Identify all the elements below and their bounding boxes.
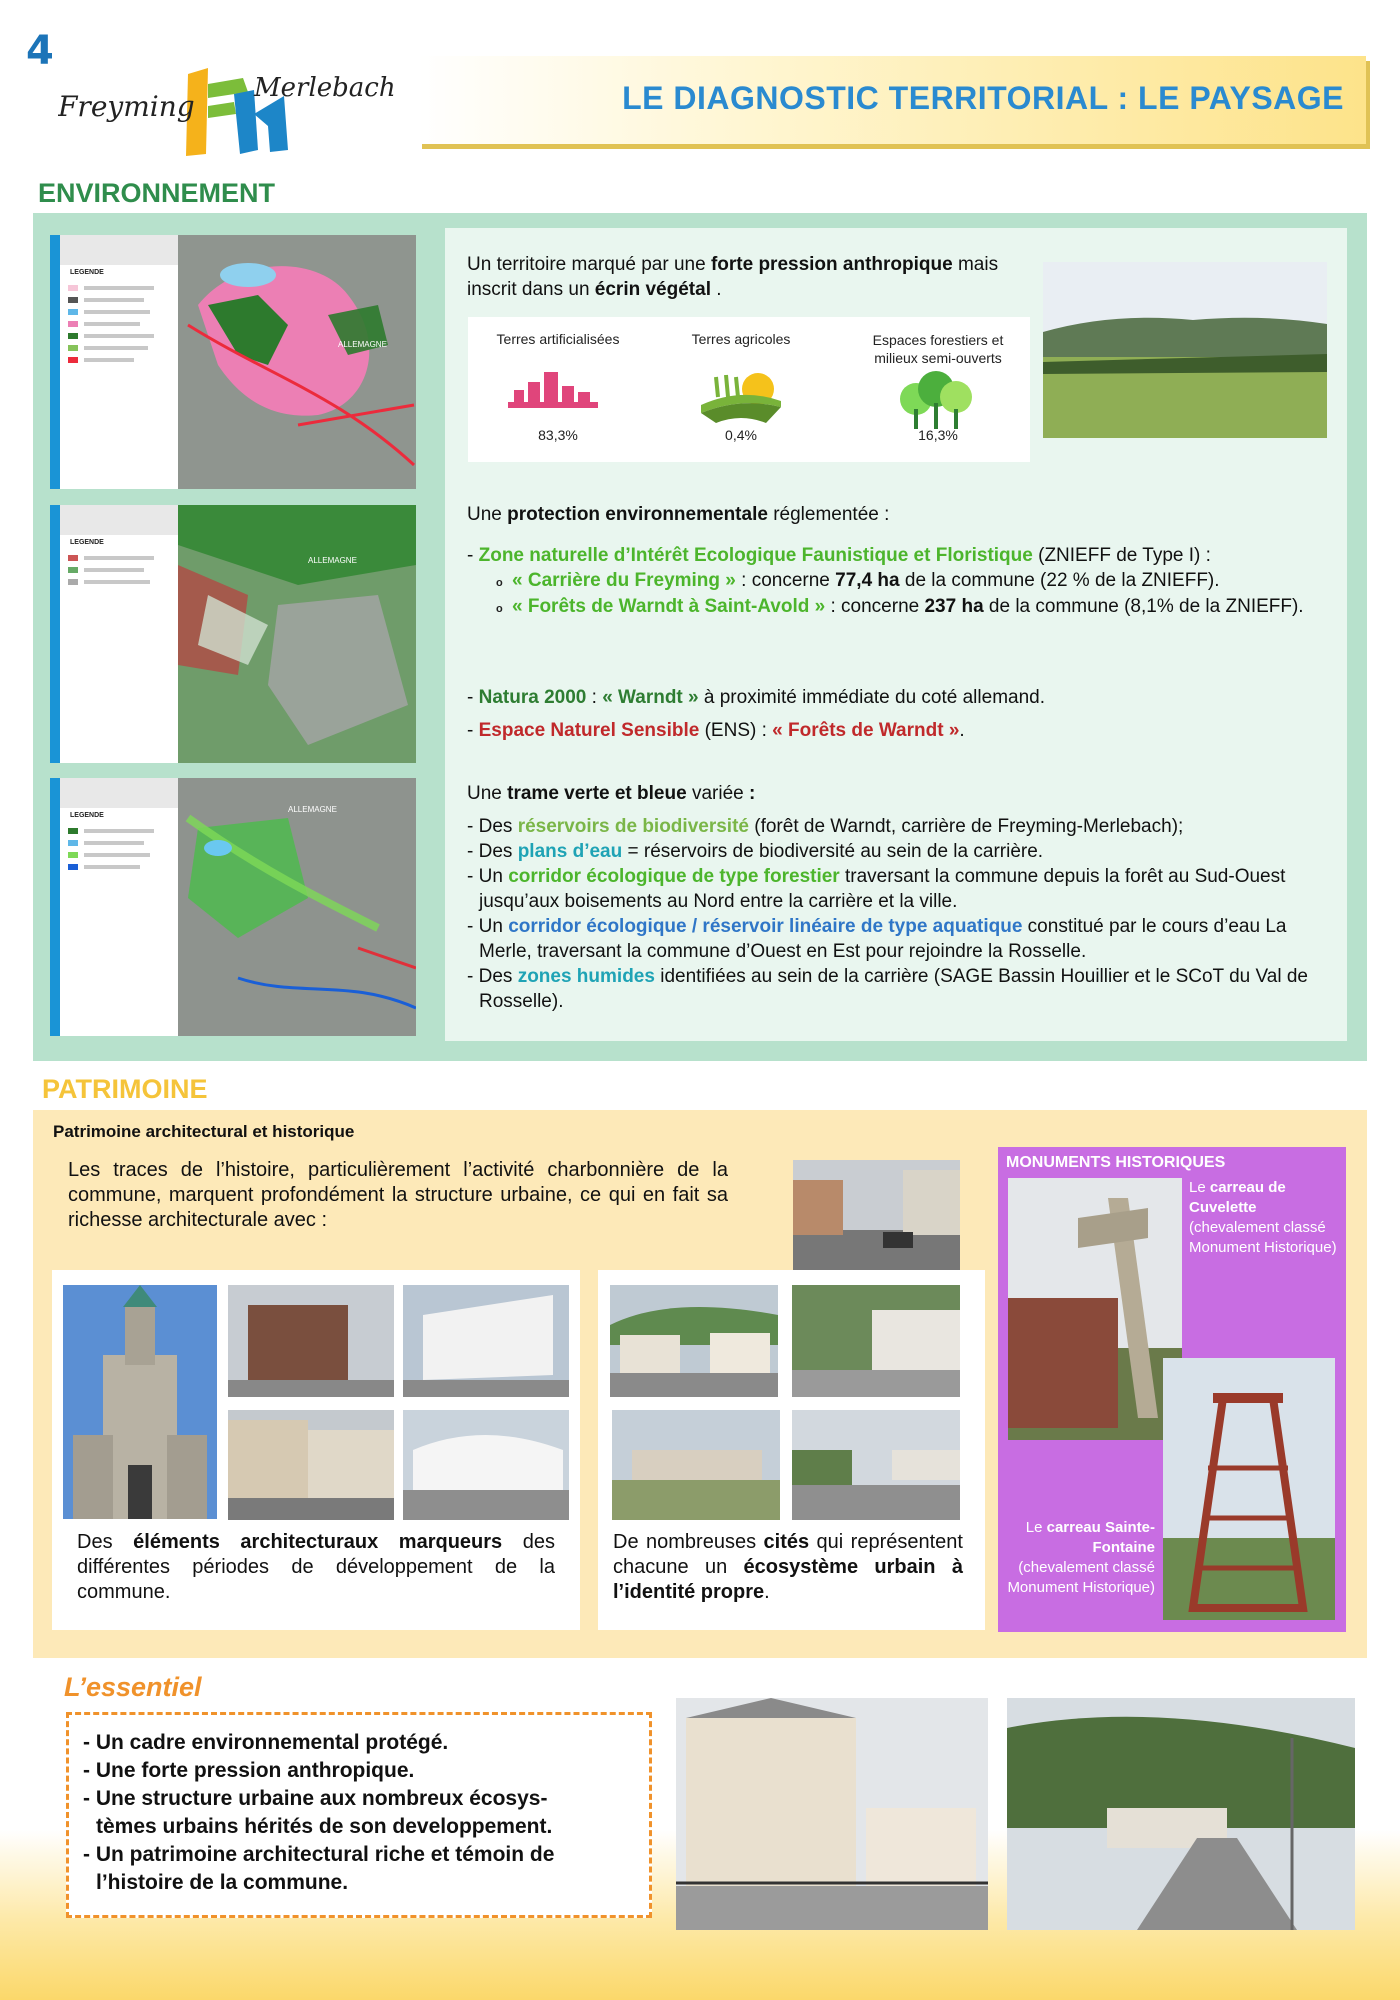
bullet-icon: o	[496, 603, 503, 615]
trame-item: - Un corridor écologique / réservoir linéaire de type aquatique constitué par le cours d’eau La Merle, traversant la commune d’Ouest en Est pour rejoindre la Rosselle.	[467, 916, 1287, 962]
carreau-cuvelette-photo	[1008, 1178, 1182, 1440]
stat-value-artificialisees: 83,3%	[538, 427, 578, 443]
carreau-sainte-fontaine-photo	[1163, 1358, 1335, 1620]
znieff-item-carriere: « Carrière du Freyming » : concerne 77,4 ha de la commune (22 % de la ZNIEFF).	[512, 570, 1220, 591]
trame-item: - Des zones humides identifiées au sein de la carrière (SAGE Bassin Houillier et le SCoT du Val de Rosselle).	[467, 966, 1308, 1012]
essentiel-title: L’essentiel	[64, 1672, 202, 1702]
znieff-line: - Zone naturelle d’Intérêt Ecologique Faunistique et Floristique (ZNIEFF de Type I) :	[467, 545, 1211, 566]
trame-item: - Des plans d’eau = réservoirs de biodiversité au sein de la carrière.	[467, 841, 1044, 862]
essentiel-item: - Un patrimoine architectural riche et témoin de	[83, 1843, 555, 1866]
essentiel-item: l’histoire de la commune.	[96, 1871, 349, 1894]
ens-line: - Espace Naturel Sensible (ENS) : « Forêts de Warndt ».	[467, 720, 965, 741]
monuments-title: MONUMENTS HISTORIQUES	[1006, 1154, 1226, 1171]
stat-label-forestiers: Espaces forestiers et milieux semi-ouverts	[872, 332, 1004, 366]
church-photo	[63, 1285, 217, 1519]
cite-row-houses-photo	[792, 1285, 960, 1397]
caption-cites: De nombreuses cités qui représentent chacune un écosystème urbain à l’identité propre.	[613, 1531, 963, 1603]
map-territory	[50, 235, 416, 489]
logo-text-right: Merlebach	[254, 73, 396, 103]
caption-cuvelette: Le carreau de Cuvelette (chevalement classé Monument Historique)	[1189, 1179, 1337, 1256]
trees-icon	[896, 369, 976, 429]
trame-intro: Une trame verte et bleue variée :	[467, 783, 756, 804]
industrial-building-photo	[228, 1285, 394, 1397]
map-protection	[50, 505, 416, 763]
cite-houses-photo	[610, 1285, 778, 1397]
city-icon	[508, 372, 598, 422]
page-title: LE DIAGNOSTIC TERRITORIAL : LE PAYSAGE	[622, 80, 1344, 116]
stat-value-forestiers: 16,3%	[918, 427, 958, 443]
essentiel-item: - Une structure urbaine aux nombreux écosys-	[83, 1787, 548, 1810]
protection-intro: Une protection environnementale réglementée :	[467, 504, 890, 525]
stat-label-artificialisees: Terres artificialisées	[496, 331, 620, 347]
caption-architectural-elements: Des éléments architecturaux marqueurs des différentes périodes de développement de la commune.	[77, 1531, 555, 1603]
section-title-environnement: ENVIRONNEMENT	[38, 178, 276, 208]
trame-item: - Des réservoirs de biodiversité (forêt de Warndt, carrière de Freyming-Merlebach);	[467, 816, 1184, 837]
essentiel-item: - Une forte pression anthropique.	[83, 1759, 415, 1782]
modern-building-photo	[403, 1285, 569, 1397]
modern-facility-photo	[403, 1410, 569, 1520]
caption-sainte-fontaine: Le carreau Sainte-Fontaine (chevalement classé Monument Historique)	[1007, 1519, 1155, 1596]
street-shops-photo	[228, 1410, 394, 1520]
essentiel-list	[83, 1729, 554, 1897]
street-photo	[793, 1160, 960, 1272]
svg-text:ALLEMAGNE: ALLEMAGNE	[308, 556, 357, 565]
map-legend: LEGENDE	[60, 235, 178, 489]
essentiel-item: tèmes urbains hérités de son developpement.	[96, 1815, 553, 1838]
bullet-icon: o	[496, 577, 503, 589]
logo	[58, 54, 418, 159]
essentiel-box	[66, 1712, 652, 1918]
land-use-stats-card	[468, 317, 1030, 462]
field-sun-icon	[696, 367, 786, 427]
cite-road-photo	[792, 1410, 960, 1520]
cite-street-photo	[612, 1410, 780, 1520]
patrimoine-subtitle: Patrimoine architectural et historique	[53, 1122, 355, 1141]
logo-text-left: Freyming	[58, 90, 195, 123]
villa-photo	[676, 1698, 988, 1930]
title-band	[418, 56, 1366, 144]
stat-label-agricoles: Terres agricoles	[691, 331, 791, 347]
trame-list	[467, 814, 1337, 1014]
environnement-intro: Un territoire marqué par une forte pression anthropique mais inscrit dans un écrin végétal .	[467, 254, 999, 300]
residential-street-photo	[1007, 1698, 1355, 1930]
patrimoine-lead: Les traces de l’histoire, particulièrement l’activité charbonnière de la commune, marquent profondément la structure urbaine, ce qui en fait sa richesse architecturale avec :	[68, 1159, 728, 1231]
znieff-item-forets: « Forêts de Warndt à Saint-Avold » : concerne 237 ha de la commune (8,1% de la ZNIEFF).	[512, 596, 1304, 617]
svg-text:ALLEMAGNE: ALLEMAGNE	[338, 340, 387, 349]
map-legend: LEGENDE	[60, 505, 178, 763]
svg-text:ALLEMAGNE: ALLEMAGNE	[288, 805, 337, 814]
essentiel-item: - Un cadre environnemental protégé.	[83, 1731, 449, 1754]
natura-line: - Natura 2000 : « Warndt » à proximité immédiate du coté allemand.	[467, 687, 1045, 708]
section-title-patrimoine: PATRIMOINE	[42, 1074, 208, 1104]
landscape-photo	[1043, 262, 1327, 438]
stat-value-agricoles: 0,4%	[725, 427, 757, 443]
page-number: 4	[26, 28, 54, 74]
trame-item: - Un corridor écologique de type forestier traversant la commune depuis la forêt au Sud-Ouest jusqu’aux boisements au Nord entre la carrière et la ville.	[467, 866, 1286, 912]
map-trame-verte-bleue	[50, 778, 416, 1036]
map-legend: LEGENDE	[60, 778, 178, 1036]
